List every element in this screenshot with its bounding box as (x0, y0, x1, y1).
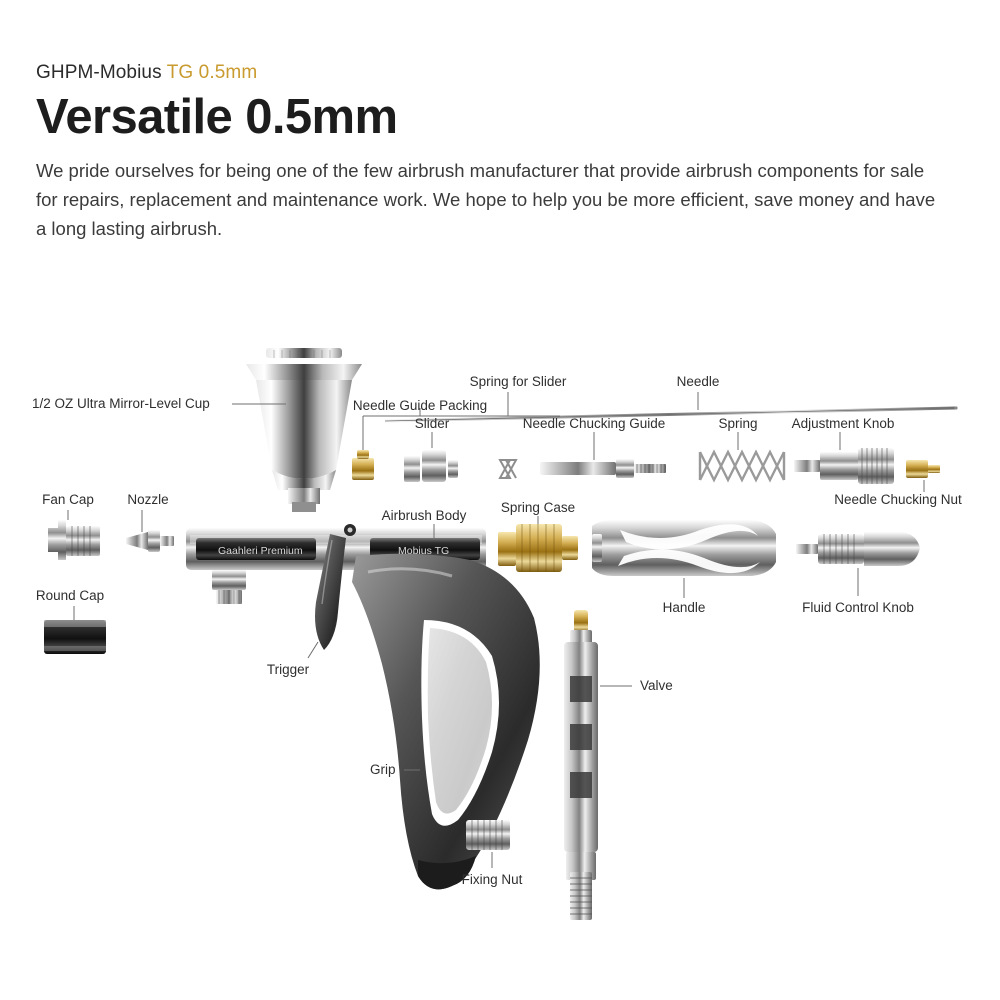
part-spring (700, 452, 784, 480)
body-brand-mark-right: Mobius TG (398, 545, 450, 557)
label-needle-chucking-nut: Needle Chucking Nut (834, 492, 962, 507)
part-slider (404, 450, 458, 482)
page-description: We pride ourselves for being one of the few airbrush manufacturer that provide airbrush components for sale for repairs, replacement and maintenance work. We hope to help you be more efficient, save money and have a long lasting airbrush. (36, 160, 936, 239)
page-title: Versatile 0.5mm (36, 90, 398, 144)
part-grip (352, 554, 540, 890)
part-needle-guide-packing (352, 450, 374, 480)
label-fluid-control-knob: Fluid Control Knob (802, 600, 914, 615)
label-spring-case: Spring Case (500, 500, 576, 515)
body-brand-mark-left: Gaahleri Premium (218, 545, 303, 557)
label-trigger: Trigger (266, 662, 310, 677)
exploded-view-diagram (0, 320, 1000, 980)
part-fan-cap (48, 520, 100, 560)
label-airbrush-body: Airbrush Body (381, 508, 467, 523)
part-round-cap (44, 620, 106, 654)
part-valve (564, 610, 598, 920)
part-fluid-control-knob (796, 532, 920, 566)
label-cup: 1/2 OZ Ultra Mirror-Level Cup (32, 396, 210, 411)
label-adjustment-knob: Adjustment Knob (791, 416, 895, 431)
part-adjustment-knob (794, 448, 894, 484)
label-spring: Spring (718, 416, 758, 431)
label-fixing-nut: Fixing Nut (461, 872, 523, 887)
label-round-cap: Round Cap (35, 588, 105, 603)
label-valve: Valve (640, 678, 673, 693)
model-mid: Mobius (99, 62, 162, 83)
label-handle: Handle (662, 600, 706, 615)
model-suffix: TG 0.5mm (161, 62, 258, 83)
part-cup (246, 348, 362, 512)
part-spring-case (498, 524, 578, 572)
part-needle-chucking-nut (906, 460, 940, 478)
part-handle (592, 520, 776, 576)
model-prefix: GHPM- (36, 62, 100, 83)
label-needle-guide-packing: Needle Guide Packing (352, 398, 488, 413)
label-fan-cap: Fan Cap (42, 492, 94, 507)
label-slider: Slider (414, 416, 450, 431)
part-spring-for-slider (500, 460, 516, 478)
part-needle-chucking-guide (540, 459, 666, 478)
part-nozzle (126, 530, 174, 552)
product-model-line (36, 62, 966, 84)
label-needle-chucking-guide: Needle Chucking Guide (522, 416, 666, 431)
page-header (36, 62, 966, 243)
label-needle: Needle (676, 374, 720, 389)
label-grip: Grip (370, 762, 396, 777)
label-nozzle: Nozzle (127, 492, 169, 507)
label-spring-for-slider: Spring for Slider (469, 374, 567, 389)
part-fixing-nut (466, 820, 510, 850)
